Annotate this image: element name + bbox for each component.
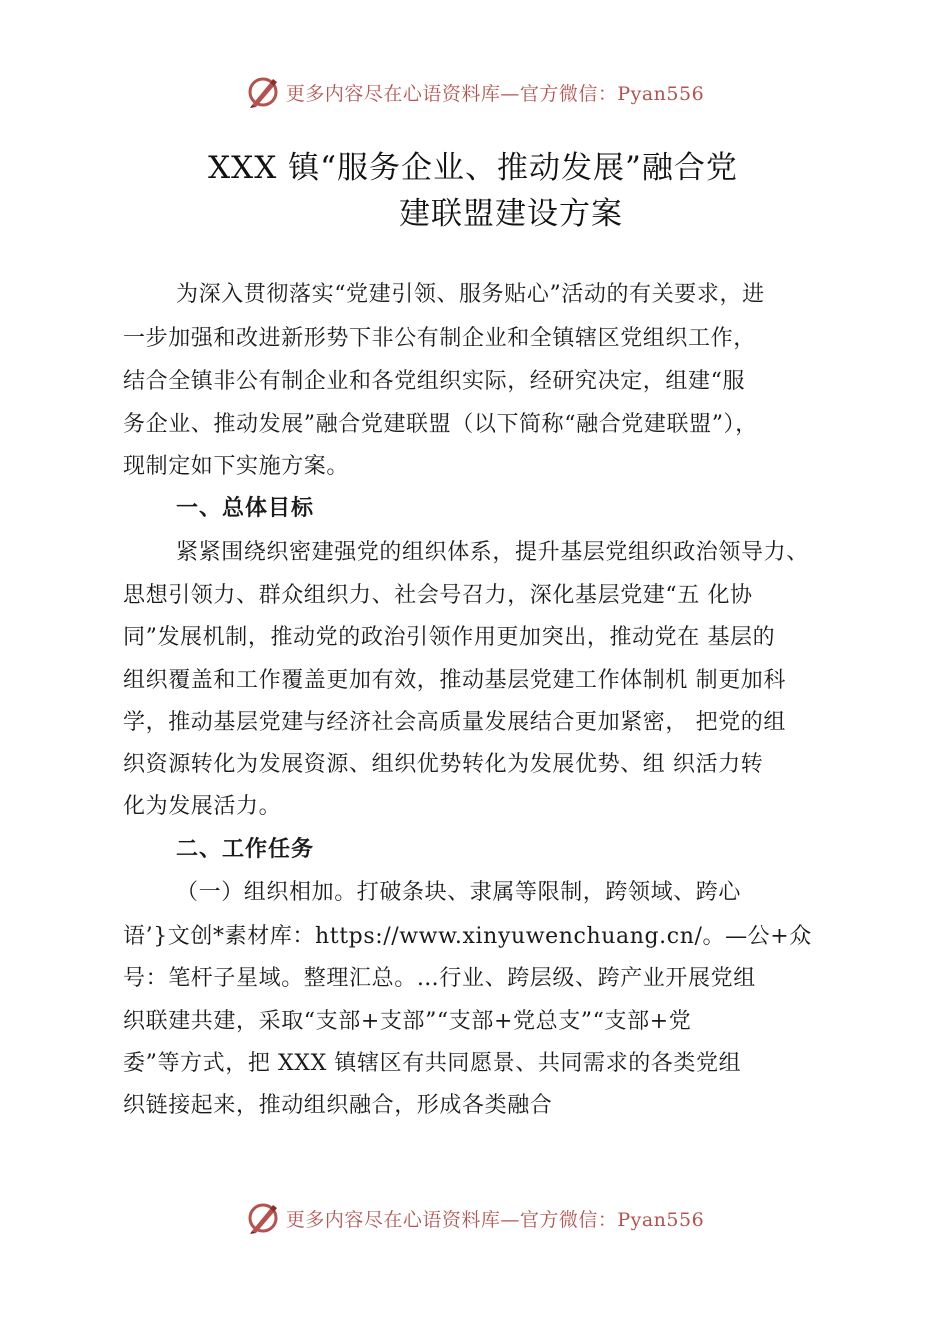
intro-line-4: 务企业、推动发展”融合党建联盟（以下简称“融合党建联盟”），: [123, 412, 758, 437]
intro-line-1: 为深入贯彻落实“党建引领、服务贴心”活动的有关要求，进: [176, 282, 765, 307]
goals-line-5: 学，推动基层党建与经济社会高质量发展结合更加紧密， 把党的组: [123, 710, 786, 735]
goals-line-1: 紧紧围绕织密建强党的组织体系，提升基层党组织政治领导力、: [176, 540, 809, 565]
goals-line-3: 同”发展机制，推动党的政治引领作用更加突出，推动党在 基层的: [123, 625, 776, 650]
goals-line-7: 化为发展活力。: [123, 794, 282, 819]
intro-line-2: 一步加强和改进新形势下非公有制企业和全镇辖区党组织工作，: [123, 326, 756, 351]
watermark-text: 更多内容尽在心语资料库—官方微信：Pyan556: [285, 1208, 705, 1231]
goals-line-6: 织资源转化为发展资源、组织优势转化为发展优势、组 织活力转: [123, 752, 764, 777]
footer-watermark: [0, 1198, 950, 1238]
intro-line-3: 结合全镇非公有制企业和各党组织实际，经研究决定，组建“服: [123, 369, 746, 394]
goals-line-2: 思想引领力、群众组织力、社会号召力，深化基层党建“五 化协: [123, 583, 753, 608]
tasks-line-6: 织链接起来，推动组织融合，形成各类融合: [123, 1093, 553, 1118]
pen-logo-icon: [246, 1201, 280, 1235]
tasks-line-5: 委”等方式，把 XXX 镇辖区有共同愿景、共同需求的各类党组: [123, 1051, 742, 1076]
tasks-line-2: 语’}文创*素材库：https://www.xinyuwenchuang.cn/。—公+众: [123, 924, 812, 949]
document-title-line-1: XXX 镇“服务企业、推动发展”融合党: [208, 150, 738, 186]
tasks-line-4: 织联建共建，采取“支部+支部”“支部+党总支”“支部+党: [123, 1009, 692, 1034]
header-watermark: [0, 72, 950, 112]
tasks-line-1: （一）组织相加。打破条块、隶属等限制，跨领域、跨心: [176, 880, 742, 905]
section-heading-goals: 一、总体目标: [176, 496, 315, 521]
document-title-line-2: 建联盟建设方案: [399, 196, 623, 232]
tasks-line-3: 号：笔杆子星域。整理汇总。…行业、跨层级、跨产业开展党组: [123, 966, 756, 991]
intro-line-5: 现制定如下实施方案。: [123, 454, 350, 479]
pen-logo-icon: [246, 75, 280, 109]
goals-line-4: 组织覆盖和工作覆盖更加有效，推动基层党建工作体制机 制更加科: [123, 668, 786, 693]
watermark-text: 更多内容尽在心语资料库—官方微信：Pyan556: [285, 82, 705, 105]
section-heading-tasks: 二、工作任务: [176, 837, 315, 862]
